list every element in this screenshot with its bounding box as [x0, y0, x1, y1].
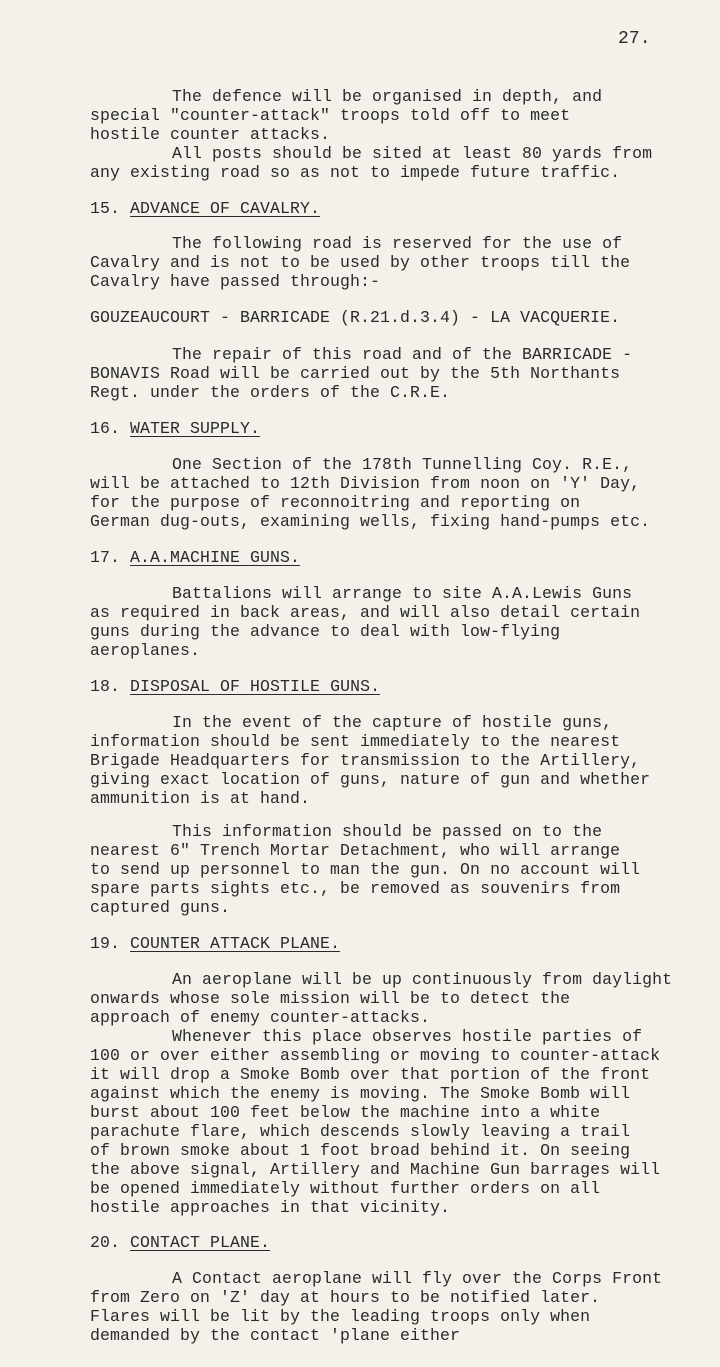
body-line: special "counter-attack" troops told off to meet [90, 106, 571, 125]
body-line: aeroplanes. [90, 641, 201, 660]
body-line: the above signal, Artillery and Machine Gun barrages will [90, 1160, 661, 1179]
body-line: hostile counter attacks. [90, 125, 331, 144]
body-line: approach of enemy counter-attacks. [90, 1008, 431, 1027]
body-line: Battalions will arrange to site A.A.Lewis Guns [172, 584, 633, 603]
body-line: 100 or over either assembling or moving to counter-attack [90, 1046, 661, 1065]
body-line: Brigade Headquarters for transmission to the Artillery, [90, 751, 641, 770]
body-line: One Section of the 178th Tunnelling Coy. R.E., [172, 455, 633, 474]
body-line: German dug-outs, examining wells, fixing hand-pumps etc. [90, 512, 651, 531]
section-title: CONTACT PLANE. [130, 1233, 271, 1252]
body-line: as required in back areas, and will also detail certain [90, 603, 641, 622]
body-line: The defence will be organised in depth, and [172, 87, 603, 106]
body-line: ammunition is at hand. [90, 789, 311, 808]
page-number: 27. [618, 29, 651, 49]
section-heading [90, 678, 380, 696]
body-line: onwards whose sole mission will be to detect the [90, 989, 571, 1008]
section-title: COUNTER ATTACK PLANE. [130, 934, 341, 953]
body-line: it will drop a Smoke Bomb over that portion of the front [90, 1065, 651, 1084]
body-line: Cavalry and is not to be used by other troops till the [90, 253, 631, 272]
section-number: 19. [90, 934, 121, 953]
section-title: WATER SUPPLY. [130, 419, 261, 438]
section-heading [90, 549, 300, 567]
body-line: to send up personnel to man the gun. On no account will [90, 860, 641, 879]
body-line: Whenever this place observes hostile parties of [172, 1027, 643, 1046]
body-line: will be attached to 12th Division from noon on 'Y' Day, [90, 474, 641, 493]
body-line: The repair of this road and of the BARRICADE - [172, 345, 633, 364]
section-heading [90, 1234, 270, 1252]
body-line: parachute flare, which descends slowly leaving a trail [90, 1122, 631, 1141]
body-line: hostile approaches in that vicinity. [90, 1198, 451, 1217]
section-number: 17. [90, 548, 121, 567]
body-line: spare parts sights etc., be removed as souvenirs from [90, 879, 621, 898]
body-line: from Zero on 'Z' day at hours to be notified later. [90, 1288, 601, 1307]
body-line: Cavalry have passed through:- [90, 272, 381, 291]
section-title: A.A.MACHINE GUNS. [130, 548, 301, 567]
body-line: against which the enemy is moving. The Smoke Bomb will [90, 1084, 631, 1103]
route-line: GOUZEAUCOURT - BARRICADE (R.21.d.3.4) - LA VACQUERIE. [90, 308, 621, 327]
body-line: of brown smoke about 1 foot broad behind it. On seeing [90, 1141, 631, 1160]
section-number: 18. [90, 677, 121, 696]
body-line: Regt. under the orders of the C.R.E. [90, 383, 451, 402]
section-heading [90, 935, 340, 953]
section-title: ADVANCE OF CAVALRY. [130, 199, 321, 218]
body-line: any existing road so as not to impede future traffic. [90, 163, 621, 182]
body-line: be opened immediately without further orders on all [90, 1179, 601, 1198]
body-line: Flares will be lit by the leading troops only when [90, 1307, 591, 1326]
body-line: giving exact location of guns, nature of gun and whether [90, 770, 651, 789]
body-line: for the purpose of reconnoitring and reporting on [90, 493, 581, 512]
section-number: 16. [90, 419, 121, 438]
section-title: DISPOSAL OF HOSTILE GUNS. [130, 677, 381, 696]
body-line: information should be sent immediately to the nearest [90, 732, 621, 751]
body-line: In the event of the capture of hostile guns, [172, 713, 613, 732]
body-line: A Contact aeroplane will fly over the Corps Front [172, 1269, 663, 1288]
body-line: guns during the advance to deal with low-flying [90, 622, 561, 641]
section-heading [90, 200, 320, 218]
body-line: All posts should be sited at least 80 yards from [172, 144, 653, 163]
section-number: 20. [90, 1233, 121, 1252]
section-number: 15. [90, 199, 121, 218]
body-line: BONAVIS Road will be carried out by the 5th Northants [90, 364, 621, 383]
section-heading [90, 420, 260, 438]
body-line: This information should be passed on to the [172, 822, 603, 841]
body-line: burst about 100 feet below the machine into a white [90, 1103, 601, 1122]
body-line: captured guns. [90, 898, 231, 917]
body-line: An aeroplane will be up continuously from daylight [172, 970, 673, 989]
body-line: nearest 6" Trench Mortar Detachment, who will arrange [90, 841, 621, 860]
body-line: The following road is reserved for the use of [172, 234, 623, 253]
body-line: demanded by the contact 'plane either [90, 1326, 461, 1345]
